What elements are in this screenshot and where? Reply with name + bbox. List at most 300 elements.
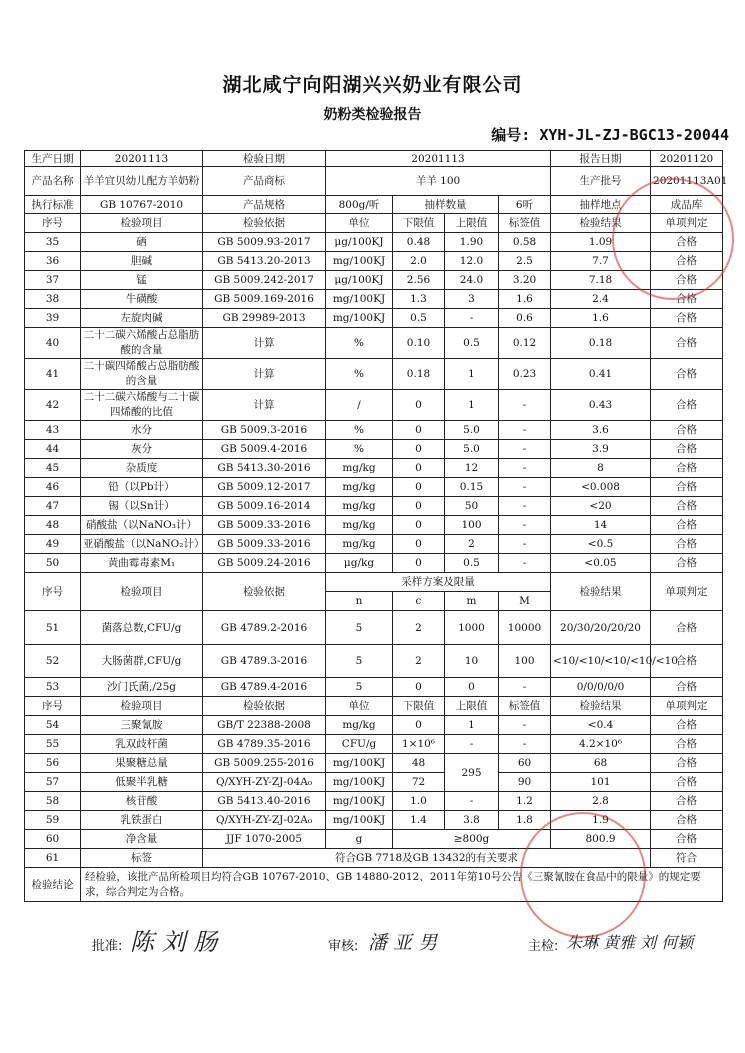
table-row — [25, 459, 723, 478]
sample-qty-label: 抽样数量 — [393, 196, 499, 214]
table-cell: 合格 — [651, 271, 723, 290]
table-cell: 合格 — [651, 611, 723, 645]
table-cell: GB 5009.16-2014 — [203, 497, 326, 516]
header-cell: 序号 — [25, 214, 81, 233]
standard-label: 执行标准 — [25, 196, 81, 214]
table-cell: g — [326, 830, 393, 849]
table-cell: 2.56 — [393, 271, 445, 290]
table-cell: μg/100KJ — [326, 271, 393, 290]
brand: 羊羊 100 — [326, 167, 551, 196]
table-cell: <10/<10/<10/<10/<10 — [551, 645, 651, 678]
table-cell: 沙门氏菌,/25g — [81, 678, 203, 697]
conclusion-label: 检验结论 — [25, 868, 81, 902]
table-cell: 48 — [393, 754, 445, 773]
table-cell: GB 5009.12-2017 — [203, 478, 326, 497]
table-cell: 合格 — [651, 497, 723, 516]
header-cell: 下限值 — [393, 214, 445, 233]
table-row — [25, 233, 723, 252]
header-cell: 标签值 — [499, 697, 551, 716]
table-cell: mg/100KJ — [326, 252, 393, 271]
table-cell: 水分 — [81, 421, 203, 440]
table-cell: 3.8 — [445, 811, 499, 830]
table-cell: 24.0 — [445, 271, 499, 290]
table-cell: μg/kg — [326, 554, 393, 573]
header-cell: 检验依据 — [203, 214, 326, 233]
sub-header-cell: m — [445, 592, 499, 611]
table-cell: 合格 — [651, 792, 723, 811]
table-row — [25, 328, 723, 359]
report-date: 20201120 — [651, 151, 723, 167]
header-cell: 单项判定 — [651, 573, 723, 611]
table-cell: 3.6 — [551, 421, 651, 440]
table-row — [25, 309, 723, 328]
table-cell: 35 — [25, 233, 81, 252]
header-cell: 单位 — [326, 697, 393, 716]
table-cell: 1.0 — [393, 792, 445, 811]
table-cell: 合格 — [651, 645, 723, 678]
table-cell: 0.41 — [551, 359, 651, 390]
table-cell: 0 — [445, 678, 499, 697]
sample-loc: 成品库 — [651, 196, 723, 214]
table-cell: 0 — [393, 440, 445, 459]
table-cell: 100 — [499, 645, 551, 678]
table-cell: 72 — [393, 773, 445, 792]
table-cell: GB 5009.169-2016 — [203, 290, 326, 309]
header-cell: 单位 — [326, 214, 393, 233]
header-cell: 序号 — [25, 573, 81, 611]
table-cell: 符合GB 7718及GB 13432的有关要求 — [203, 849, 651, 868]
table-cell: 1.6 — [551, 309, 651, 328]
table-cell: mg/100KJ — [326, 290, 393, 309]
table-cell: 合格 — [651, 359, 723, 390]
table-cell: 50 — [25, 554, 81, 573]
table-cell: GB 4789.2-2016 — [203, 611, 326, 645]
table-cell: 2.5 — [499, 252, 551, 271]
table-cell: 44 — [25, 440, 81, 459]
table-cell: 合格 — [651, 459, 723, 478]
table-cell: 52 — [25, 645, 81, 678]
table-cell: 硒 — [81, 233, 203, 252]
table-row — [25, 440, 723, 459]
table-row — [25, 271, 723, 290]
table-cell: 0 — [393, 716, 445, 735]
table-cell: - — [499, 735, 551, 754]
table-row — [25, 516, 723, 535]
table-cell: - — [499, 716, 551, 735]
table-cell: 0.12 — [499, 328, 551, 359]
table-cell: 合格 — [651, 290, 723, 309]
table-cell: Q/XYH-ZY-ZJ-02A₀ — [203, 811, 326, 830]
table-cell: <0.5 — [551, 535, 651, 554]
table-cell: 53 — [25, 678, 81, 697]
table-cell: 合格 — [651, 754, 723, 773]
table-cell: GB/T 22388-2008 — [203, 716, 326, 735]
table-cell: 1×10⁶ — [393, 735, 445, 754]
table-cell: - — [499, 390, 551, 421]
table-cell: 胆碱 — [81, 252, 203, 271]
table-cell: 5 — [326, 611, 393, 645]
table-cell: 60 — [499, 754, 551, 773]
table-cell: % — [326, 440, 393, 459]
table-cell: - — [499, 421, 551, 440]
product-name: 羊羊宜贝幼儿配方羊奶粉 — [81, 167, 203, 196]
table-cell: 45 — [25, 459, 81, 478]
table-cell: mg/kg — [326, 478, 393, 497]
table-cell: GB 29989-2013 — [203, 309, 326, 328]
table-cell: - — [445, 735, 499, 754]
table-row — [25, 830, 723, 849]
table-cell: 0.58 — [499, 233, 551, 252]
table-cell: 59 — [25, 811, 81, 830]
review-label: 审核: — [328, 939, 359, 954]
table-cell: GB 4789.3-2016 — [203, 645, 326, 678]
header-cell: 检验结果 — [551, 214, 651, 233]
table-cell: - — [499, 459, 551, 478]
table-row — [25, 421, 723, 440]
table-cell: <0.4 — [551, 716, 651, 735]
header-cell: 标签值 — [499, 214, 551, 233]
table-cell: mg/100KJ — [326, 309, 393, 328]
table-cell: 符合 — [651, 849, 723, 868]
table-cell: 合格 — [651, 678, 723, 697]
table-cell: 1.9 — [551, 811, 651, 830]
approve-label: 批准: — [92, 939, 123, 954]
product-name-label: 产品名称 — [25, 167, 81, 196]
table-cell: - — [499, 554, 551, 573]
table-cell: 2 — [393, 645, 445, 678]
table-cell: / — [326, 390, 393, 421]
header-cell: 下限值 — [393, 697, 445, 716]
table-cell: GB 4789.35-2016 — [203, 735, 326, 754]
table-cell: 1.6 — [499, 290, 551, 309]
table-cell: 0 — [393, 516, 445, 535]
table-cell: 0.10 — [393, 328, 445, 359]
table-cell: CFU/g — [326, 735, 393, 754]
table-cell: 0.5 — [445, 554, 499, 573]
table-cell: mg/100KJ — [326, 792, 393, 811]
table-cell: 三聚氰胺 — [81, 716, 203, 735]
table-cell: - — [499, 497, 551, 516]
table-cell: 计算 — [203, 359, 326, 390]
table-cell: μg/100KJ — [326, 233, 393, 252]
table-cell: GB 5009.3-2016 — [203, 421, 326, 440]
table-cell: 合格 — [651, 773, 723, 792]
table-cell: 杂质度 — [81, 459, 203, 478]
table-cell: 5.0 — [445, 440, 499, 459]
table-cell: 0.18 — [393, 359, 445, 390]
table-cell: 5.0 — [445, 421, 499, 440]
table-row — [25, 792, 723, 811]
table-cell: GB 5009.33-2016 — [203, 516, 326, 535]
table-cell: 二十二碳六烯酸与二十碳四烯酸的比值 — [81, 390, 203, 421]
table-cell: 38 — [25, 290, 81, 309]
sample-loc-label: 抽样地点 — [551, 196, 651, 214]
table-cell: 2.8 — [551, 792, 651, 811]
table-cell: GB 5009.93-2017 — [203, 233, 326, 252]
table-row — [25, 535, 723, 554]
table-cell: 2.4 — [551, 290, 651, 309]
table-row — [25, 290, 723, 309]
spec: 800g/听 — [326, 196, 393, 214]
table-cell: 0/0/0/0/0 — [551, 678, 651, 697]
table-cell: - — [499, 516, 551, 535]
table-cell: 1.90 — [445, 233, 499, 252]
table-cell: 0 — [393, 390, 445, 421]
table-cell: 61 — [25, 849, 81, 868]
table-cell: 1 — [445, 716, 499, 735]
table-cell: - — [499, 478, 551, 497]
table-cell: 0.48 — [393, 233, 445, 252]
table-cell: 0.5 — [445, 328, 499, 359]
table-cell: 0 — [393, 535, 445, 554]
table-cell: 1.8 — [499, 811, 551, 830]
table-cell: 铅（以Pb计） — [81, 478, 203, 497]
table-cell: 合格 — [651, 478, 723, 497]
report-date-label: 报告日期 — [551, 151, 651, 167]
table-cell: 41 — [25, 359, 81, 390]
table-cell: GB 5009.24-2016 — [203, 554, 326, 573]
header-cell: 检验项目 — [81, 214, 203, 233]
table-cell: 合格 — [651, 716, 723, 735]
table-cell: 295 — [445, 754, 499, 792]
table-row — [25, 554, 723, 573]
table-cell: 0.18 — [551, 328, 651, 359]
header-cell: 检验项目 — [81, 697, 203, 716]
table-cell: mg/kg — [326, 535, 393, 554]
header-cell: 检验依据 — [203, 573, 326, 611]
table-cell: 合格 — [651, 309, 723, 328]
table-cell: % — [326, 328, 393, 359]
table-cell: 3 — [445, 290, 499, 309]
table-cell: 43 — [25, 421, 81, 440]
table-row — [25, 754, 723, 773]
table-cell: 0 — [393, 478, 445, 497]
table-cell: 二十碳四烯酸占总脂肪酸的含量 — [81, 359, 203, 390]
table-cell: 60 — [25, 830, 81, 849]
test-date: 20201113 — [326, 151, 551, 167]
table-cell: Q/XYH-ZY-ZJ-04A₀ — [203, 773, 326, 792]
table-cell: GB 5413.20-2013 — [203, 252, 326, 271]
table-cell: GB 5009.33-2016 — [203, 535, 326, 554]
table-cell: 灰分 — [81, 440, 203, 459]
table-cell: 标签 — [81, 849, 203, 868]
table-cell: 合格 — [651, 252, 723, 271]
table-cell: mg/kg — [326, 716, 393, 735]
batch-label: 生产批号 — [551, 167, 651, 196]
table-cell: 计算 — [203, 390, 326, 421]
batch: 20201113A01 — [651, 167, 723, 196]
table-cell: 7.7 — [551, 252, 651, 271]
table-row — [25, 611, 723, 645]
sub-header-cell: M — [499, 592, 551, 611]
table-cell: GB 4789.4-2016 — [203, 678, 326, 697]
inspection-table — [24, 150, 728, 902]
table-row — [25, 716, 723, 735]
table-row — [25, 497, 723, 516]
table-cell: GB 5009.4-2016 — [203, 440, 326, 459]
table-cell: 0 — [393, 497, 445, 516]
table-cell: 乳铁蛋白 — [81, 811, 203, 830]
table-cell: 亚硝酸盐（以NaNO₂计） — [81, 535, 203, 554]
table-cell: 1.09 — [551, 233, 651, 252]
table-cell: 2 — [393, 611, 445, 645]
table-cell: 合格 — [651, 421, 723, 440]
table-cell: 锰 — [81, 271, 203, 290]
header-cell: 序号 — [25, 697, 81, 716]
header-cell: 检验结果 — [551, 573, 651, 611]
prod-date: 20201113 — [81, 151, 203, 167]
table-cell: mg/kg — [326, 516, 393, 535]
table-cell: % — [326, 359, 393, 390]
table-cell: - — [499, 535, 551, 554]
table-cell: 合格 — [651, 811, 723, 830]
table-cell: 低聚半乳糖 — [81, 773, 203, 792]
table-cell: 1000 — [445, 611, 499, 645]
test-signature: 朱琳 黄雅 刘 何颖 — [566, 933, 694, 952]
table-cell: 68 — [551, 754, 651, 773]
table-row — [25, 478, 723, 497]
sub-header-cell: n — [326, 592, 393, 611]
table-cell: 0.15 — [445, 478, 499, 497]
table-cell: 0 — [393, 554, 445, 573]
table-cell: 0 — [393, 678, 445, 697]
table-cell: 36 — [25, 252, 81, 271]
table-cell: 0 — [393, 459, 445, 478]
table-cell: 37 — [25, 271, 81, 290]
table-cell: mg/100KJ — [326, 811, 393, 830]
table-cell: 57 — [25, 773, 81, 792]
table-row — [25, 773, 723, 792]
header-cell: 单项判定 — [651, 697, 723, 716]
table-cell: mg/kg — [326, 497, 393, 516]
table-cell: 牛磺酸 — [81, 290, 203, 309]
table-cell: 14 — [551, 516, 651, 535]
table-cell: 101 — [551, 773, 651, 792]
table-cell: 1.3 — [393, 290, 445, 309]
table-row — [25, 678, 723, 697]
table-cell: 大肠菌群,CFU/g — [81, 645, 203, 678]
header-cell: 单项判定 — [651, 214, 723, 233]
table-cell: 果聚糖总量 — [81, 754, 203, 773]
table-cell: - — [499, 678, 551, 697]
sub-header-cell: c — [393, 592, 445, 611]
brand-label: 产品商标 — [203, 167, 326, 196]
table-cell: <20 — [551, 497, 651, 516]
table-cell: 0.5 — [393, 309, 445, 328]
table-cell: 10 — [445, 645, 499, 678]
table-cell: JJF 1070-2005 — [203, 830, 326, 849]
table-cell: 5 — [326, 678, 393, 697]
report-number: 编号: XYH-JL-ZJ-BGC13-20044 — [491, 126, 729, 144]
table-cell: 左旋肉碱 — [81, 309, 203, 328]
table-cell: 49 — [25, 535, 81, 554]
table-cell: 合格 — [651, 516, 723, 535]
table-cell: 1.2 — [499, 792, 551, 811]
table-cell: <0.05 — [551, 554, 651, 573]
table-cell: % — [326, 421, 393, 440]
table-cell: 46 — [25, 478, 81, 497]
table-cell: 2 — [445, 535, 499, 554]
table-cell: 55 — [25, 735, 81, 754]
header-cell: 检验依据 — [203, 697, 326, 716]
table-cell: mg/100KJ — [326, 773, 393, 792]
table-row — [25, 359, 723, 390]
table-cell: 二十二碳六烯酸占总脂肪酸的含量 — [81, 328, 203, 359]
table-cell: 4.2×10⁶ — [551, 735, 651, 754]
table-cell: 5 — [326, 645, 393, 678]
table-cell: mg/kg — [326, 459, 393, 478]
table-row — [25, 645, 723, 678]
table-cell: 合格 — [651, 328, 723, 359]
table-cell: 菌落总数,CFU/g — [81, 611, 203, 645]
table-cell: GB 5413.40-2016 — [203, 792, 326, 811]
table-cell: 黄曲霉毒素M₁ — [81, 554, 203, 573]
table-cell: 合格 — [651, 535, 723, 554]
table-cell: 8 — [551, 459, 651, 478]
table-cell: GB 5413.30-2016 — [203, 459, 326, 478]
report-type: 奶粉类检验报告 — [323, 107, 422, 123]
table-cell: 12.0 — [445, 252, 499, 271]
table-cell: 54 — [25, 716, 81, 735]
table-cell: 合格 — [651, 233, 723, 252]
table-cell: 硝酸盐（以NaNO₃计） — [81, 516, 203, 535]
company-name: 湖北咸宁向阳湖兴兴奶业有限公司 — [222, 74, 523, 96]
table-cell: 计算 — [203, 328, 326, 359]
table-cell: GB 5009.255-2016 — [203, 754, 326, 773]
standard: GB 10767-2010 — [81, 196, 203, 214]
table-cell: 3.9 — [551, 440, 651, 459]
table-cell: 20/30/20/20/20 — [551, 611, 651, 645]
table-cell: GB 5009.242-2017 — [203, 271, 326, 290]
table-cell: <0.008 — [551, 478, 651, 497]
table-cell: 核苷酸 — [81, 792, 203, 811]
table-cell: 合格 — [651, 554, 723, 573]
table-cell: 0.23 — [499, 359, 551, 390]
prod-date-label: 生产日期 — [25, 151, 81, 167]
table-cell: 2.0 — [393, 252, 445, 271]
table-cell: 10000 — [499, 611, 551, 645]
table-cell: - — [499, 440, 551, 459]
table-cell: 48 — [25, 516, 81, 535]
table-row — [25, 390, 723, 421]
table-cell: 0.6 — [499, 309, 551, 328]
table-cell: 800.9 — [551, 830, 651, 849]
table-cell: 47 — [25, 497, 81, 516]
table-cell: 0.43 — [551, 390, 651, 421]
table-cell: - — [445, 309, 499, 328]
table-cell: 乳双歧杆菌 — [81, 735, 203, 754]
table-cell: 56 — [25, 754, 81, 773]
table-cell: 51 — [25, 611, 81, 645]
table-cell: 58 — [25, 792, 81, 811]
table-cell: 锡（以Sn计） — [81, 497, 203, 516]
table-cell: 90 — [499, 773, 551, 792]
header-cell: 检验结果 — [551, 697, 651, 716]
table-cell: ≥800g — [393, 830, 551, 849]
approve-signature: 陈 刘 肠 — [130, 928, 218, 956]
table-row — [25, 252, 723, 271]
table-cell: 1 — [445, 390, 499, 421]
table-cell: - — [445, 792, 499, 811]
table-cell: 合格 — [651, 735, 723, 754]
table-cell: mg/100KJ — [326, 754, 393, 773]
test-date-label: 检验日期 — [203, 151, 326, 167]
table-cell: 合格 — [651, 390, 723, 421]
table-cell: 50 — [445, 497, 499, 516]
table-cell: 40 — [25, 328, 81, 359]
table-cell: 合格 — [651, 830, 723, 849]
table-row — [25, 735, 723, 754]
